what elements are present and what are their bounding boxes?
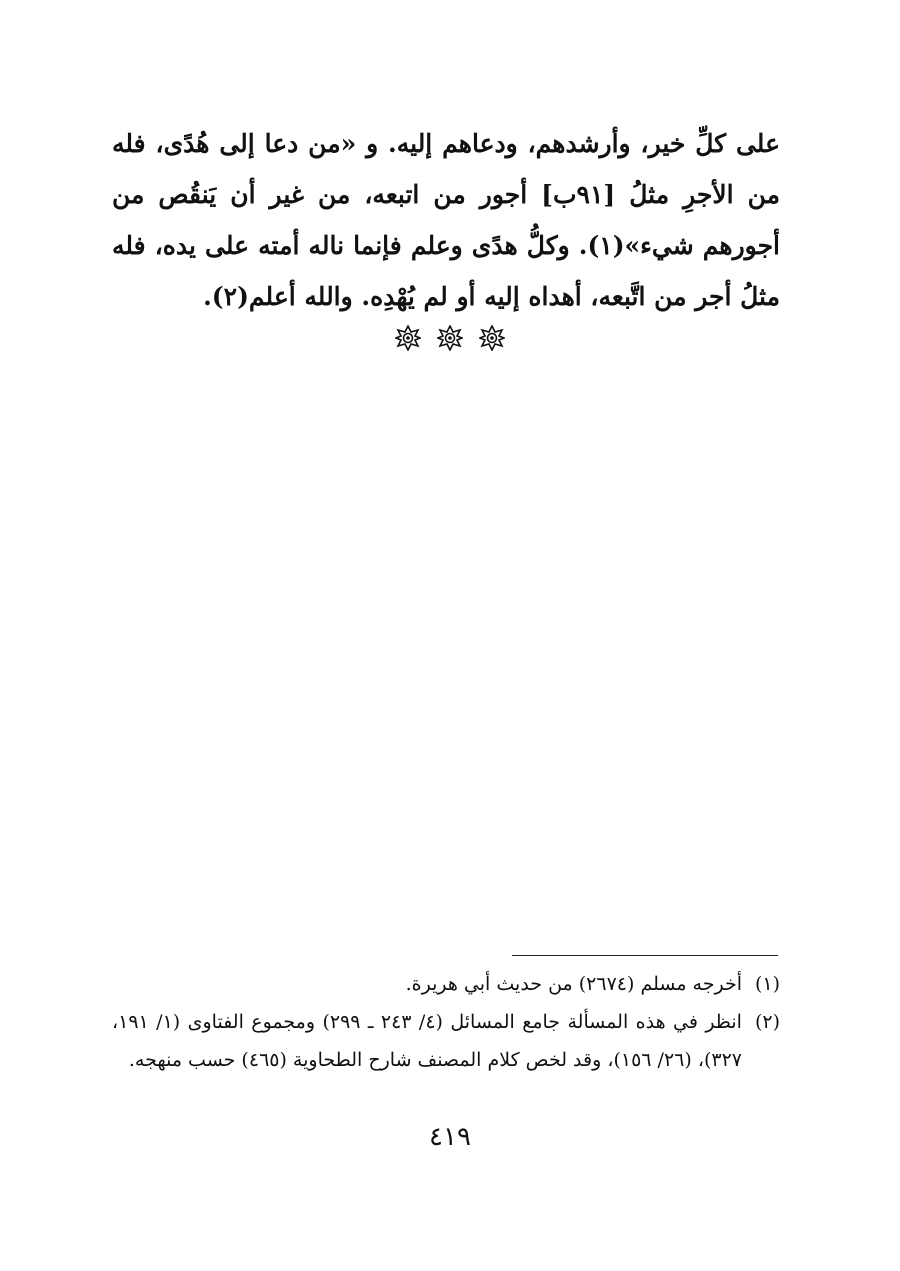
footnote-number: (١): [754, 973, 780, 995]
ornament-icon: [437, 325, 463, 351]
page-number: ٤١٩: [429, 1122, 471, 1152]
ornament-icon: [395, 325, 421, 351]
section-divider-ornaments: [395, 325, 505, 351]
footnote-2: [112, 1003, 780, 1079]
main-paragraph: على كلِّ خير، وأرشدهم، ودعاهم إليه. و «من دعا إلى هُدًى، فله من الأجرِ مثلُ [٩١ب] أجور من اتبعه، من غير أن يَنقُص من أجورهم شيء»(١). وكلُّ هدًى وعلم فإنما ناله أمته على يده، فله مثلُ أجر من اتَّبعه، أهداه إليه أو لم يُهْدِه. والله أعلم(٢).: [112, 129, 780, 311]
footnote-text: انظر في هذه المسألة جامع المسائل (٤/ ٢٤٣ ـ ٢٩٩) ومجموع الفتاوى (١/ ١٩١، ٣٢٧)، (٢٦/ ١٥٦)، وقد لخص كلام المصنف شارح الطحاوية (٤٦٥) حسب منهجه.: [112, 1011, 742, 1071]
footnotes: [112, 965, 780, 1079]
footnote-separator: [512, 955, 778, 956]
ornament-icon: [479, 325, 505, 351]
main-text: [112, 118, 780, 322]
footnote-text: أخرجه مسلم (٢٦٧٤) من حديث أبي هريرة.: [405, 973, 742, 995]
footnote-1: [112, 965, 780, 1003]
footnote-number: (٢): [754, 1011, 780, 1033]
